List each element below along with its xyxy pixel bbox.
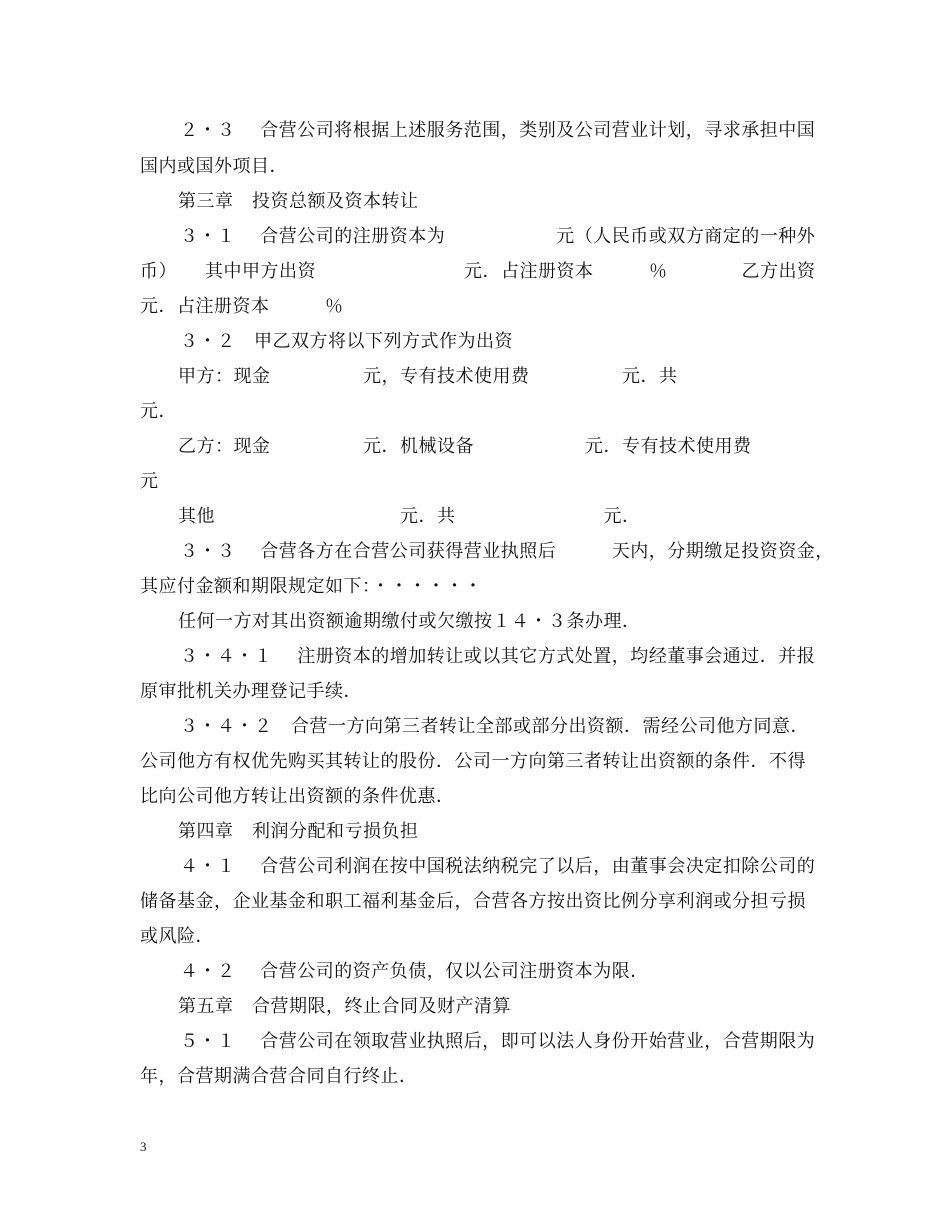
text-line: 甲方：现金 元，专有技术使用费 元．共 [178,366,678,387]
text-line: ３・２ 甲乙双方将以下列方式作为出资 [180,331,513,352]
text-line: 元．占注册资本 ％ [140,296,344,317]
text-line: 储备基金，企业基金和职工福利基金后，合营各方按出资比例分享利润或分担亏损 [140,891,806,912]
text-line: 其他 元．共 元． [178,506,641,527]
text-line: 元． [140,401,177,422]
text-line: ３・４・２ 合营一方向第三者转让全部或部分出资额．需经公司他方同意． [180,716,809,737]
text-line: 币） 其中甲方出资 元．占注册资本 ％ 乙方出资 [140,261,816,282]
chapter-heading: 第四章 利润分配和亏损负担 [178,821,419,842]
text-line: 公司他方有权优先购买其转让的股份．公司一方向第三者转让出资额的条件．不得 [140,751,806,772]
text-line: ３・１ 合营公司的注册资本为 元（人民币或双方商定的一种外 [180,226,816,247]
page-number: 3 [140,1139,147,1154]
text-line: 国内或国外项目． [140,156,288,177]
chapter-heading: 第三章 投资总额及资本转让 [178,191,419,212]
text-line: ２・３ 合营公司将根据上述服务范围，类别及公司营业计划，寻求承担中国 [180,120,816,141]
text-line: ４・１ 合营公司利润在按中国税法纳税完了以后，由董事会决定扣除公司的 [180,856,816,877]
text-line: 元 [140,471,159,492]
text-line: 乙方：现金 元．机械设备 元．专有技术使用费 [178,436,752,457]
text-line: 或风险． [140,926,214,947]
text-line: ３・４・１ 注册资本的增加转让或以其它方式处置，均经董事会通过．并报 [180,646,816,667]
text-line: 其应付金额和期限规定如下：・・・・・・ [140,576,483,597]
text-line: 任何一方对其出资额逾期缴付或欠缴按１４・３条办理． [178,611,641,632]
text-line: ４・２ 合营公司的资产负债，仅以公司注册资本为限． [180,961,649,982]
text-line: 比向公司他方转让出资额的条件优惠． [140,786,455,807]
text-line: ３・３ 合营各方在合营公司获得营业执照后 天内，分期缴足投资资金， [180,541,834,562]
text-line: ５・１ 合营公司在领取营业执照后，即可以法人身份开始营业，合营期限为 [180,1031,816,1052]
text-line: 年，合营期满合营合同自行终止． [140,1066,418,1087]
chapter-heading: 第五章 合营期限，终止合同及财产清算 [178,996,511,1017]
text-line: 原审批机关办理登记手续． [140,681,362,702]
